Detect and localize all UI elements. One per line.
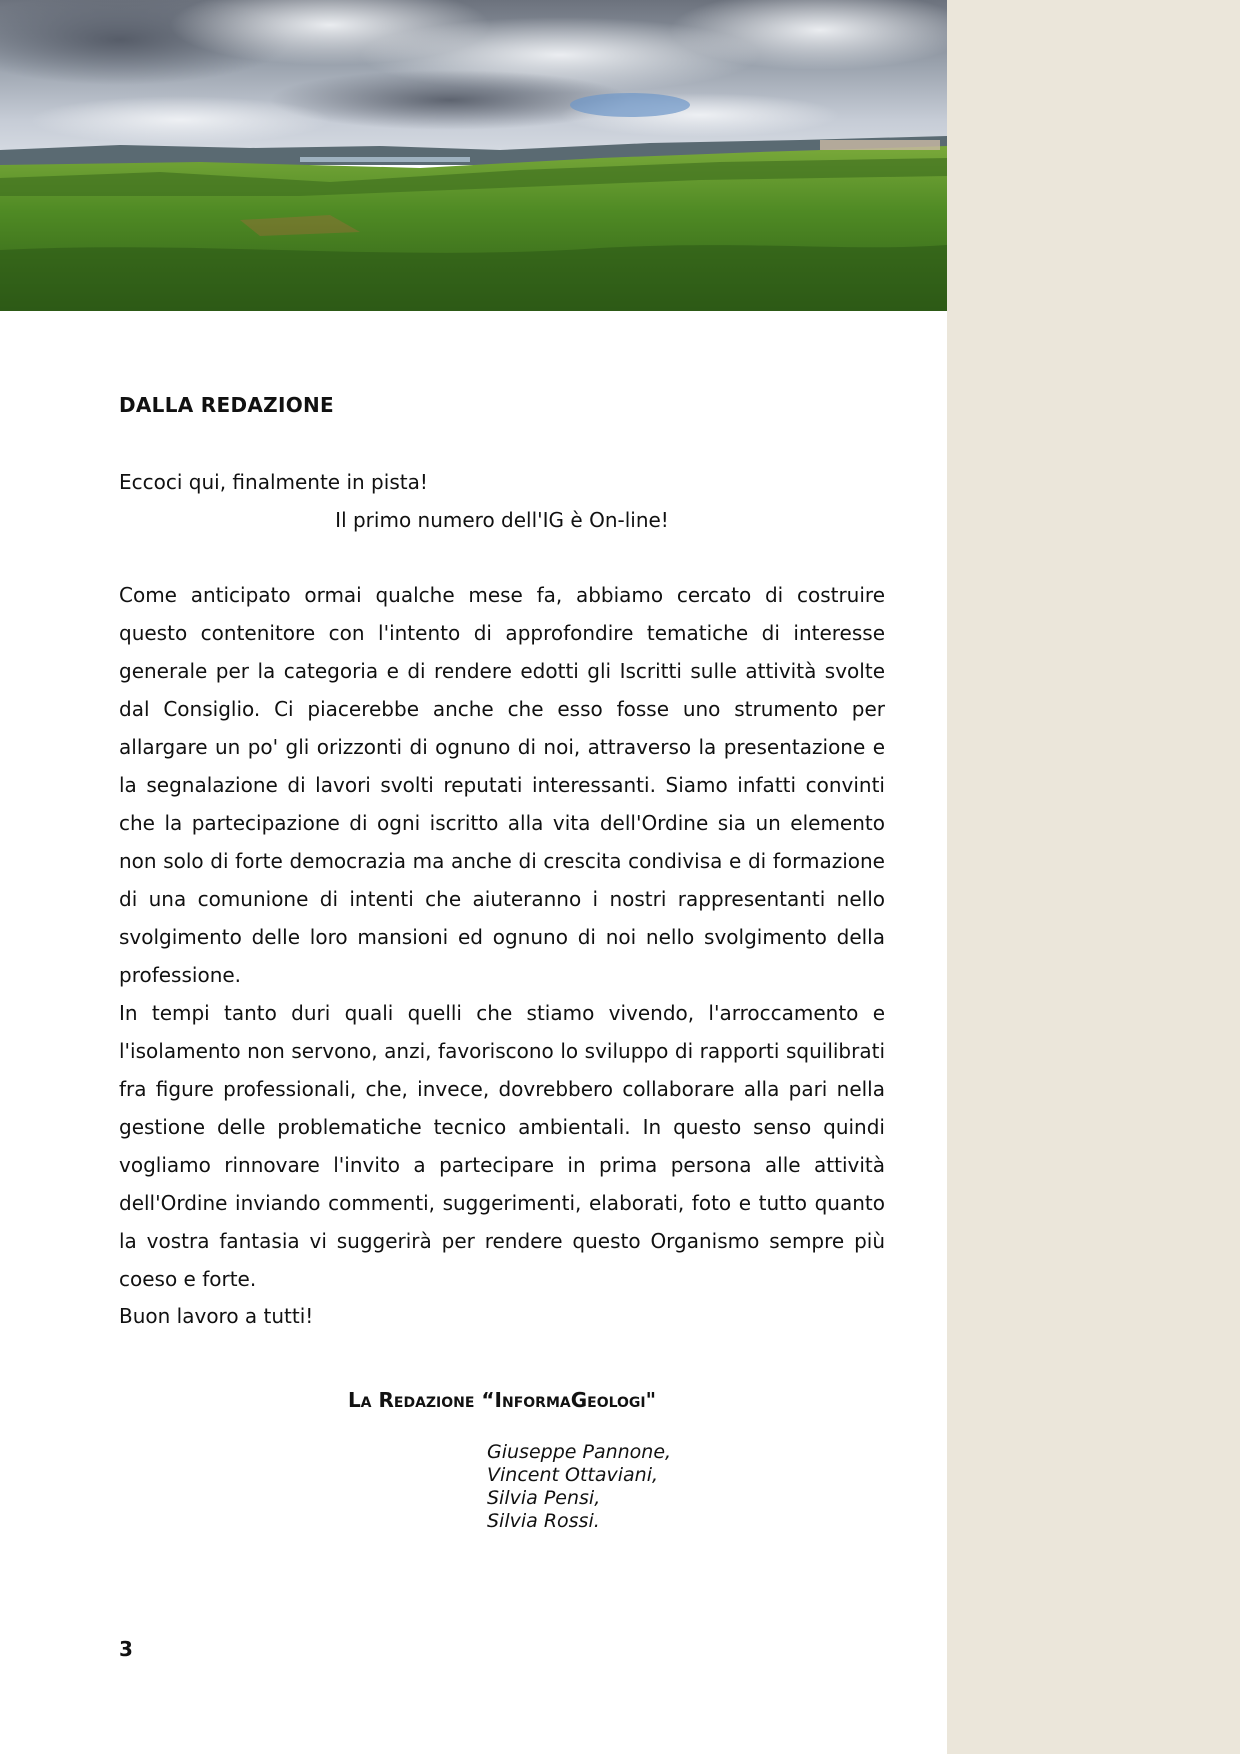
landscape-image <box>0 0 947 311</box>
page-number: 3 <box>119 1637 133 1661</box>
editor-name: Silvia Pensi, <box>487 1487 601 1509</box>
paragraph: In tempi tanto duri quali quelli che stiamo vivendo, l'arroccamento e l'isolamento non servono, anzi, favoriscono lo sviluppo di rapporti squilibrati fra figure professionali, che, invece, dovrebbero collaborare alla pari nella gestione delle problematiche tecnico ambientali. In questo senso quindi vogliamo rinnovare l'invito a partecipare in prima persona alle attività dell'Ordine inviando commenti, suggerimenti, elaborati, foto e tutto quanto la vostra fantasia vi suggerirà per rendere questo Organismo sempre più coeso e forte. <box>119 1001 885 1291</box>
editor-name: Giuseppe Pannone, <box>487 1441 672 1463</box>
editors-list <box>487 1441 671 1533</box>
editor-name: Silvia Rossi. <box>487 1510 600 1532</box>
landscape-banner <box>0 0 947 311</box>
intro-line: Eccoci qui, finalmente in pista! <box>119 470 428 494</box>
side-margin-strip <box>947 0 1240 1754</box>
paragraph: Come anticipato ormai qualche mese fa, abbiamo cercato di costruire questo contenitore con l'intento di approfondire tematiche di interesse generale per la categoria e di rendere edotti gli Iscritti sulle attività svolte dal Consiglio. Ci piacerebbe anche che esso fosse uno strumento per allargare un po' gli orizzonti di ognuno di noi, attraverso la presentazione e la segnalazione di lavori svolti reputati interessanti. Siamo infatti convinti che la partecipazione di ogni iscritto alla vita dell'Ordine sia un elemento non solo di forte democrazia ma anche di crescita condivisa e di formazione di una comunione di intenti che aiuteranno i nostri rappresentanti nello svolgimento delle loro mansioni ed ognuno di noi nello svolgimento della professione. <box>119 583 885 987</box>
village-buildings <box>820 140 940 150</box>
section-title: DALLA REDAZIONE <box>119 393 334 417</box>
editor-name: Vincent Ottaviani, <box>487 1464 659 1486</box>
intro-subline: Il primo numero dell'IG è On-line! <box>335 508 669 532</box>
editorial-body <box>119 576 885 1298</box>
closing-line: Buon lavoro a tutti! <box>119 1304 314 1328</box>
signature-title: La Redazione “InformaGeologi" <box>347 1388 657 1412</box>
distant-lake <box>300 157 470 162</box>
